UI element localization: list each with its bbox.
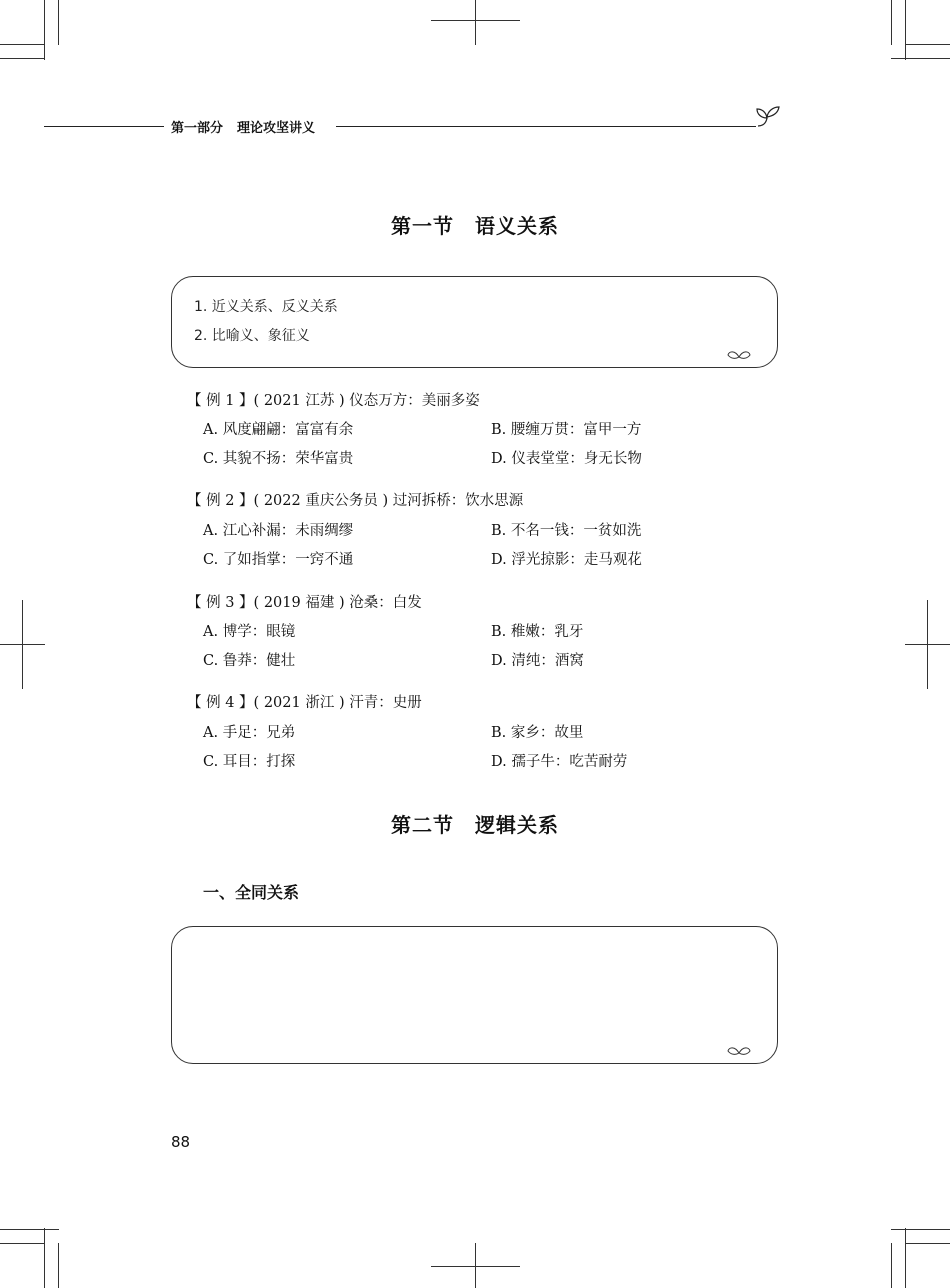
leaf-icon <box>727 1043 751 1057</box>
example-1-option-c: C. 其貌不扬：荣华富贵 <box>203 451 354 467</box>
example-2-option-a: A. 江心补漏：未雨绸缪 <box>203 523 354 539</box>
notes-box <box>171 926 778 1064</box>
example-1-option-a: A. 风度翩翩：富富有余 <box>203 422 354 438</box>
example-3-head: 【 例 3 】( 2019 福建 ) 沧桑：白发 <box>187 595 422 611</box>
example-1-option-b: B. 腰缠万贯：富甲一方 <box>491 422 642 438</box>
sprout-icon <box>752 100 782 130</box>
header-part: 第一部分 <box>171 121 224 136</box>
example-2-option-d: D. 浮光掠影：走马观花 <box>491 552 642 568</box>
example-1-option-d: D. 仪表堂堂：身无长物 <box>491 451 642 467</box>
example-3-option-b: B. 稚嫩：乳牙 <box>491 624 584 640</box>
outline-box <box>171 276 778 368</box>
example-2-option-c: C. 了如指掌：一窍不通 <box>203 552 354 568</box>
section-title-1: 第一节 语义关系 <box>391 214 559 238</box>
section-title-2: 第二节 逻辑关系 <box>391 813 559 837</box>
example-3-option-c: C. 鲁莽：健壮 <box>203 653 296 669</box>
example-4-head: 【 例 4 】( 2021 浙江 ) 汗青：史册 <box>187 695 422 711</box>
leaf-icon <box>727 347 751 361</box>
example-4-option-d: D. 孺子牛：吃苦耐劳 <box>491 754 628 770</box>
example-3-option-a: A. 博学：眼镜 <box>203 624 296 640</box>
header-rule-right <box>336 126 756 127</box>
example-4-option-a: A. 手足：兄弟 <box>203 725 296 741</box>
example-4-option-c: C. 耳目：打探 <box>203 754 296 770</box>
example-2-head: 【 例 2 】( 2022 重庆公务员 ) 过河拆桥：饮水思源 <box>187 493 524 509</box>
example-1-head: 【 例 1 】( 2021 江苏 ) 仪态万方：美丽多姿 <box>187 393 480 409</box>
header-text <box>171 117 333 136</box>
page-number: 88 <box>171 1133 191 1151</box>
example-3-option-d: D. 清纯：酒窝 <box>491 653 584 669</box>
header-rule-left <box>44 126 164 127</box>
header-subtitle: 理论攻坚讲义 <box>237 121 316 136</box>
outline-item-2: 2. 比喻义、象征义 <box>194 328 310 344</box>
subheading-full-identity: 一、全同关系 <box>203 883 300 902</box>
outline-item-1: 1. 近义关系、反义关系 <box>194 299 338 315</box>
example-4-option-b: B. 家乡：故里 <box>491 725 584 741</box>
example-2-option-b: B. 不名一钱：一贫如洗 <box>491 523 642 539</box>
